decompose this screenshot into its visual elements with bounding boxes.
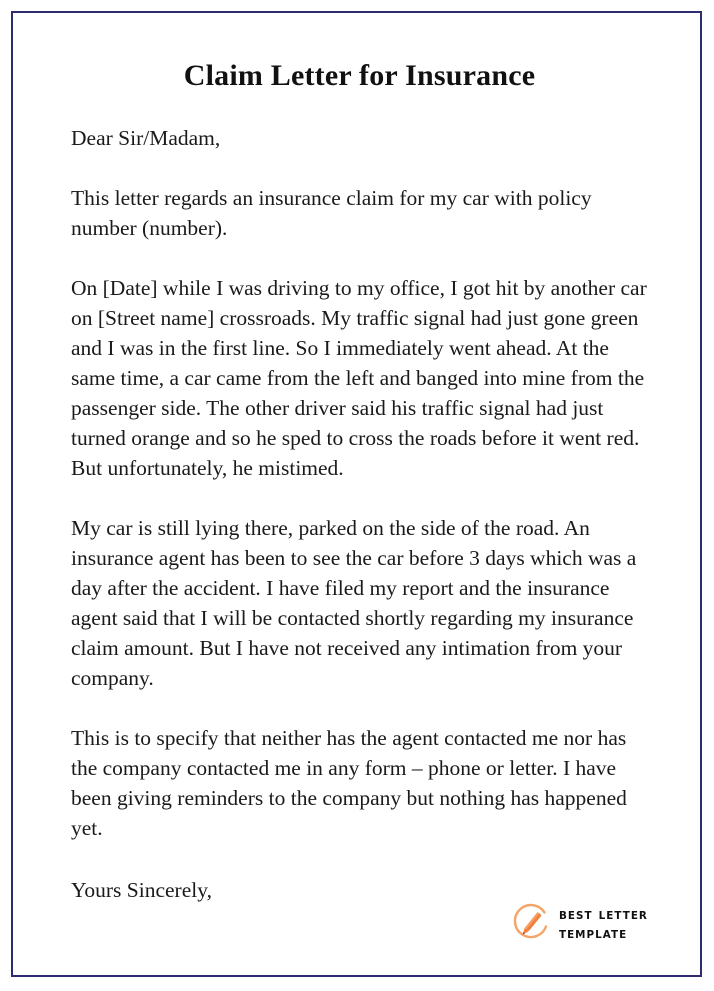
letter-closing: Yours Sincerely,: [71, 878, 212, 902]
brand-wordmark: [559, 907, 654, 941]
brand-line-1: best letter: [559, 905, 649, 923]
letter-body: [71, 123, 654, 905]
letter-paragraph-4: This is to specify that neither has the agent contacted me nor has the company contacted me in any form – phone or letter. I have been giving reminders to the company but nothing has happened yet.: [71, 726, 627, 840]
page-border-frame: [11, 11, 702, 977]
footer-row: [71, 883, 654, 945]
letter-salutation: Dear Sir/Madam,: [71, 126, 221, 150]
page-title: Claim Letter for Insurance: [183, 59, 536, 92]
letter-paragraph-1: This letter regards an insurance claim for my car with policy number (number).: [71, 186, 592, 240]
letter-paragraph-2: On [Date] while I was driving to my office, I got hit by another car on [Street name] crossroads. My traffic signal had just gone green and I was in the first line. So I immediately went ahead. At the same time, a car came from the left and banged into mine from the passenger side. The other driver said his traffic signal had just turned orange and so he sped to cross the roads before it went red. But unfortunately, he mistimed.: [71, 276, 647, 480]
letter-paragraph-3: My car is still lying there, parked on the side of the road. An insurance agent has been to see the car before 3 days which was a day after the accident. I have filed my report and the insurance agent said that I will be contacted shortly regarding my insurance claim amount. But I have not received any intimation from your company.: [71, 516, 637, 690]
brand-line-2: template: [559, 923, 628, 942]
brand-logo: [510, 903, 654, 945]
pencil-in-circle-icon: [510, 903, 552, 945]
letter-content: [71, 59, 654, 961]
